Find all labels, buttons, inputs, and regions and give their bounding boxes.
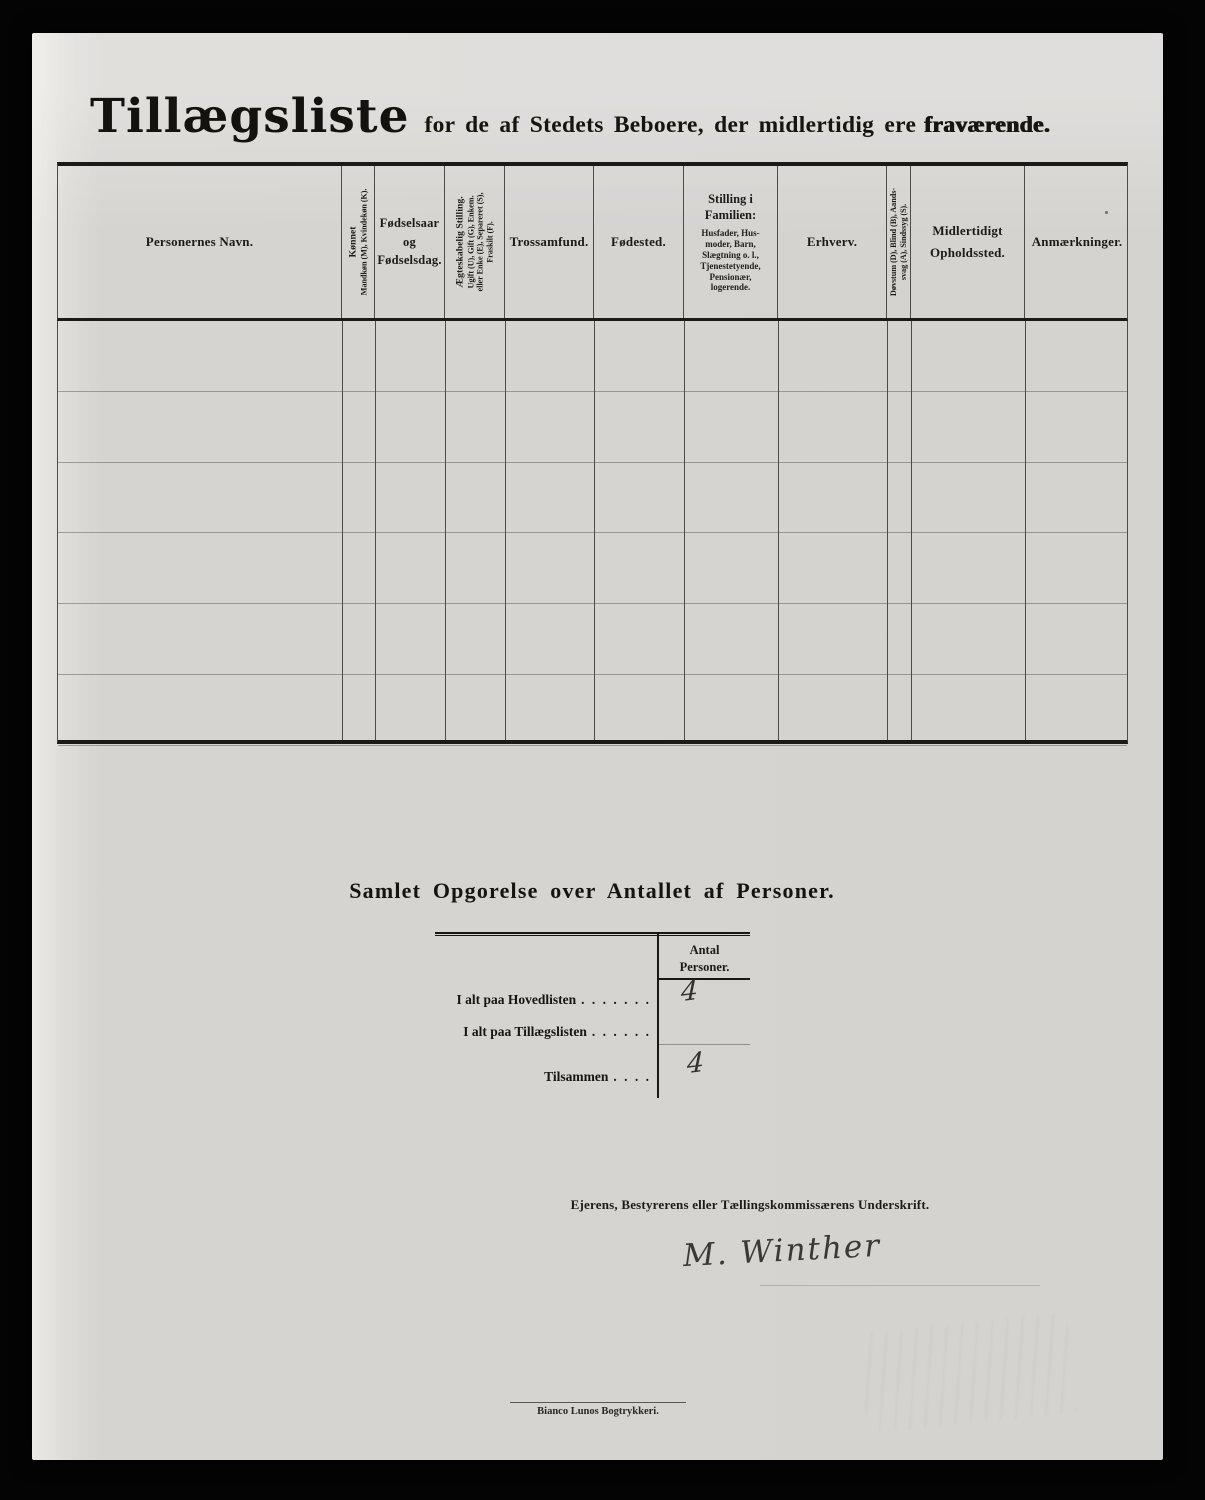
column-header-anmaerkninger [1025,166,1129,318]
census-table-body [57,321,1128,744]
summary-table [435,932,750,1102]
census-table-header [57,162,1128,321]
vertical-text [347,168,368,316]
column-divider [505,321,506,740]
column-label-detail: Ugift (U), Gift (G), Enkem. [465,195,475,289]
summary-row-label: I alt paa Tillægslisten [463,1024,587,1039]
column-divider [445,321,446,740]
column-label-detail: Fraskilt (F). [485,221,495,263]
column-label: Døvstum (D), Blind (B), Aands- [888,187,898,297]
summary-row-hovedlisten [435,992,651,1008]
document-page [32,33,1163,1460]
column-label: Ægteskabelig Stilling. [454,196,466,288]
column-divider [1025,321,1026,740]
table-row [58,392,1127,463]
column-label: Erhverv. [806,234,858,249]
column-label: Fødselsaar og Fødselsdag. [377,215,442,268]
signature-caption: Ejerens, Bestyrerens eller Tællingskommissærens Underskrift. [570,1197,930,1212]
column-label-detail: svag (A), Sindssyg (S). [898,203,908,281]
document-title-row [90,89,1050,144]
ink-bleedthrough [857,1312,1076,1433]
summary-mid-rule [659,1044,750,1045]
column-divider [887,321,888,740]
column-label-detail: Husfader, Hus- moder, Barn, Slægtning o. l., Tjenestetyende, Pensionær, logerende. [700,228,761,293]
column-header-erhverv [778,166,887,318]
table-row [58,675,1127,746]
column-divider [778,321,779,740]
dot-leader: . . . . . . [591,1024,651,1039]
column-header-doevstum [887,166,911,318]
handwritten-count-tilsammen: 4 [686,1046,705,1081]
column-divider [911,321,912,740]
column-label: Personernes Navn. [145,234,254,249]
handwritten-signature: M. Winther [682,1227,882,1275]
summary-row-label: Tilsammen [544,1069,609,1084]
summary-heading: Samlet Opgorelse over Antallet af Personer. [349,878,835,903]
table-row [58,463,1127,534]
summary-row-tilsammen [435,1069,651,1085]
printer-imprint: Bianco Lunos Bogtrykkeri. [510,1402,686,1417]
vertical-text [454,168,495,316]
column-header-foedested [594,166,684,318]
page-subtitle-text: for de af Stedets Beboere, der midlertidig ere [424,112,917,138]
vertical-text [889,168,909,316]
ink-speck [1105,211,1108,214]
summary-row-tillaegslisten [435,1024,651,1040]
census-table [57,162,1128,744]
page-subtitle-emphasis: fraværende. [924,112,1051,138]
page-title: Tillægsliste [90,89,410,144]
summary-row-label: I alt paa Hovedlisten [456,992,577,1007]
column-divider [342,321,343,740]
column-label: Anmærkninger. [1031,234,1123,249]
column-header-aegteskabelig-stilling [445,166,505,318]
column-header-trossamfund [505,166,594,318]
table-row [58,604,1127,675]
summary-top-rule [435,932,750,936]
handwritten-count-hovedlisten: 4 [680,974,699,1009]
column-header-midlertidigt-opholdssted [911,166,1025,318]
column-label-detail: eller Enke (E), Separeret (S), [475,192,485,292]
column-label: Fødested. [611,234,666,249]
dot-leader: . . . . [613,1069,651,1084]
column-header-stilling-i-familien [684,166,778,318]
table-row [58,321,1127,392]
page-subtitle [424,112,1050,139]
dot-leader: . . . . . . . [581,992,651,1007]
column-label: Midlertidigt Opholdssted. [929,222,1005,260]
summary-column-header-rule [659,978,750,980]
column-label-detail: Mandkøn (M), Kvindekøn (K). [358,188,368,296]
signature-underline [760,1285,1040,1286]
column-header-personernes-navn [58,166,342,318]
column-header-koennet [342,166,375,318]
column-header-foedselsaar [375,166,445,318]
column-divider [375,321,376,740]
column-divider [684,321,685,740]
column-label: Trossamfund. [509,234,589,249]
column-divider [594,321,595,740]
summary-column-header: Antal Personer. [679,943,730,974]
column-label: Kønnet [347,226,359,258]
column-label: Stilling i Familien: [704,191,757,223]
table-row [58,533,1127,604]
